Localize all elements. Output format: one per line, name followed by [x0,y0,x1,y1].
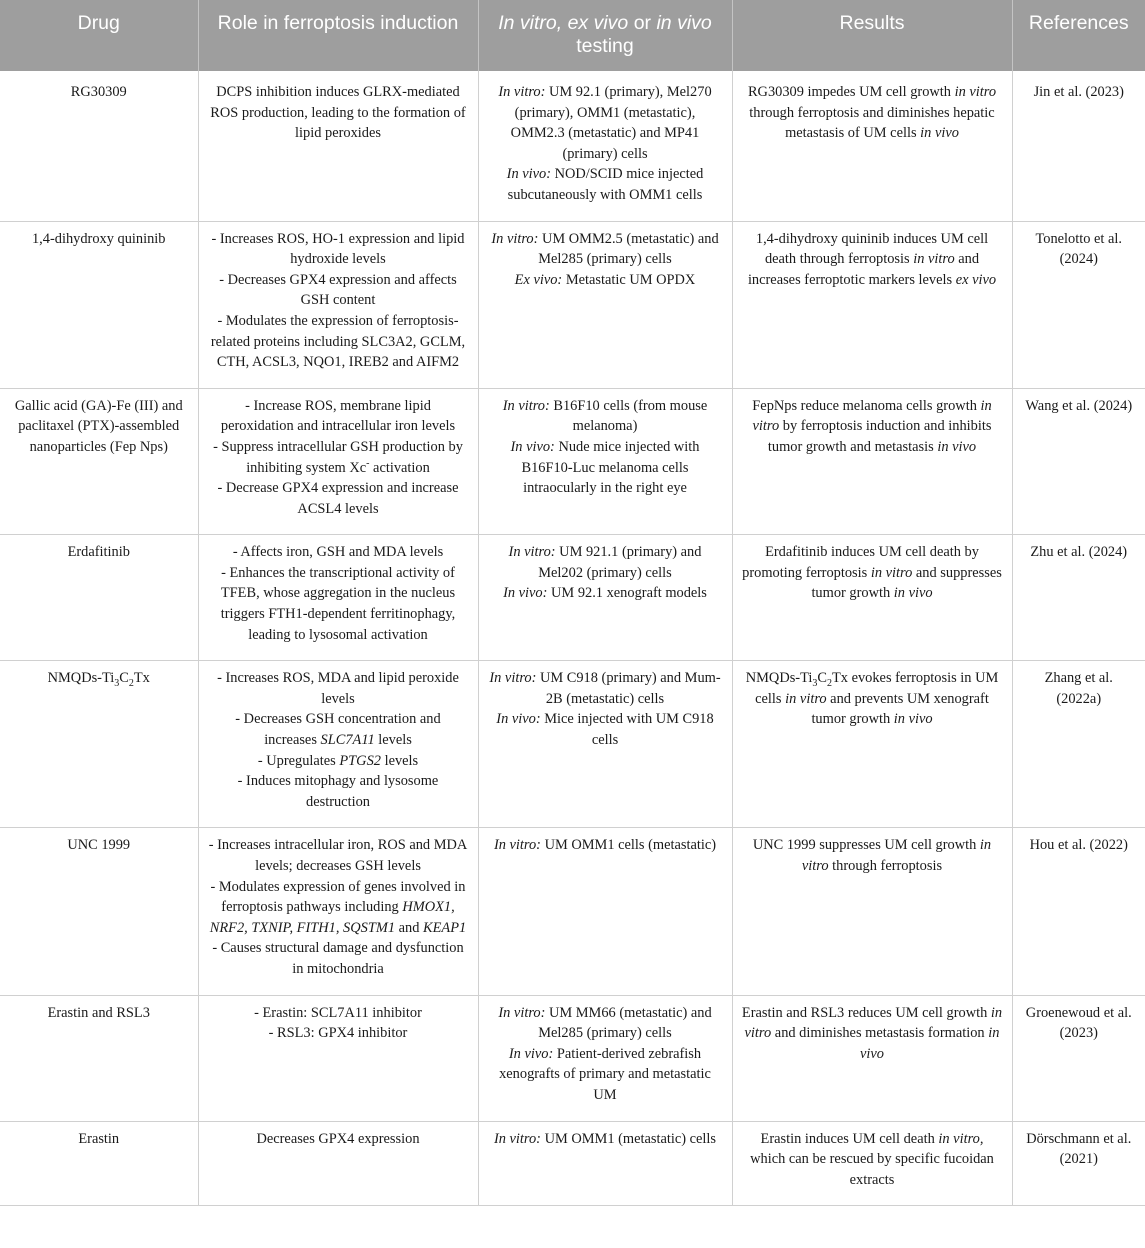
cell-line: UNC 1999 [67,837,131,854]
cell-line: In vitro: UM MM66 (metastatic) and Mel285 (primary) cells [498,1004,712,1042]
cell-line: In vivo: Nude mice injected with B16F10-Luc melanoma cells intraocularly in the right eye [510,438,700,497]
cell-line: Ex vivo: Metastatic UM OPDX [514,271,696,288]
cell-role [198,1121,478,1206]
cell-role [198,828,478,995]
cell-drug [0,1121,198,1206]
cell-line: - Decrease GPX4 expression and increase ACSL4 levels [217,480,459,517]
cell-line: Decreases GPX4 expression [256,1130,420,1147]
cell-line: - Suppress intracellular GSH production by inhibiting system Xc- activation [213,438,463,476]
cell-line: In vivo: Mice injected with UM C918 cells [496,711,714,749]
cell-line: In vitro: UM OMM1 cells (metastatic) [493,837,717,854]
cell-results [732,535,1012,661]
cell-line: Dörschmann et al. (2021) [1026,1130,1132,1168]
cell-drug [0,71,198,221]
cell-reference [1012,1121,1145,1206]
cell-line: - Causes structural damage and dysfunction in mitochondria [212,940,464,977]
header-references: References [1012,0,1145,71]
cell-line: FepNps reduce melanoma cells growth in vitro by ferroptosis induction and inhibits tumor growth and metastasis in vivo [752,397,992,455]
cell-line: - Affects iron, GSH and MDA levels [232,544,444,561]
table-row [0,1121,1145,1206]
header-row [0,0,1145,71]
cell-line: - Induces mitophagy and lysosome destruction [237,773,439,810]
cell-results [732,995,1012,1121]
cell-line: Erastin and RSL3 [47,1004,150,1021]
cell-reference [1012,828,1145,995]
cell-testing [478,1121,732,1206]
cell-reference [1012,661,1145,828]
header-testing: In vitro, ex vivo or in vivo testing [478,0,732,71]
cell-line: Jin et al. (2023) [1033,84,1124,100]
cell-line: NMQDs-$Ti_3C_2Tx$ [47,670,150,690]
cell-reference [1012,535,1145,661]
table-row [0,535,1145,661]
cell-line: In vitro: UM 92.1 (primary), Mel270 (primary), OMM1 (metastatic), OMM2.3 (metastatic) and MP41 (primary) cells [498,84,712,162]
table-row [0,71,1145,221]
cell-drug [0,221,198,388]
cell-role [198,71,478,221]
table-row [0,828,1145,995]
cell-line: Hou et al. (2022) [1029,837,1128,854]
cell-results [732,661,1012,828]
cell-line: In vivo: Patient-derived zebrafish xenografts of primary and metastatic UM [499,1045,711,1103]
cell-line: In vitro: UM OMM2.5 (metastatic) and Mel285 (primary) cells [491,230,719,268]
cell-line: In vivo: UM 92.1 xenograft models [503,585,707,602]
cell-testing [478,71,732,221]
cell-results [732,221,1012,388]
table-body [0,71,1145,1206]
cell-line: Erastin induces UM cell death in vitro, which can be rescued by specific fucoidan extracts [750,1130,994,1188]
cell-line: Erdafitinib [67,544,130,561]
cell-line: Wang et al. (2024) [1025,397,1133,414]
cell-line: - Enhances the transcriptional activity of TFEB, whose aggregation in the nucleus triggers FTH1-dependent ferritinophagy, leading to lysosomal activation [220,564,456,643]
cell-line: NMQDs-$Ti_3C_2Tx$ evokes ferroptosis in UM cells in vitro and prevents UM xenograft tumor growth in vivo [745,670,999,728]
table-header [0,0,1145,71]
cell-line: - Decreases GSH concentration and increases SLC7A11 levels [235,711,441,749]
cell-line: - Erastin: SCL7A11 inhibitor [254,1004,422,1021]
cell-line: Tonelotto et al. (2024) [1035,230,1122,268]
cell-line: - Increases ROS, HO-1 expression and lipid hydroxide levels [211,230,465,268]
cell-drug [0,828,198,995]
cell-line: In vitro: UM C918 (primary) and Mum-2B (metastatic) cells [489,670,721,707]
cell-line: Erastin [78,1130,120,1147]
cell-drug [0,388,198,535]
table-row [0,995,1145,1121]
cell-line: RG30309 impedes UM cell growth in vitro through ferroptosis and diminishes hepatic metastasis of UM cells in vivo [747,84,997,142]
cell-drug [0,661,198,828]
cell-reference [1012,71,1145,221]
cell-line: - Increases intracellular iron, ROS and MDA levels; decreases GSH levels [208,837,468,874]
cell-results [732,388,1012,535]
cell-line: In vitro: UM OMM1 (metastatic) cells [493,1130,717,1147]
cell-role [198,221,478,388]
cell-line: DCPS inhibition induces GLRX-mediated ROS production, leading to the formation of lipid peroxides [210,84,466,142]
cell-line: UNC 1999 suppresses UM cell growth in vitro through ferroptosis [752,837,992,874]
cell-line: Groenewoud et al. (2023) [1025,1004,1132,1042]
cell-testing [478,828,732,995]
header-results: Results [732,0,1012,71]
cell-results [732,71,1012,221]
table-row [0,388,1145,535]
cell-line: - Modulates expression of genes involved in ferroptosis pathways including HMOX1, NRF2, TXNIP, FITH1, SQSTM1 and KEAP1 [209,878,467,936]
cell-line: Erastin and RSL3 reduces UM cell growth in vitro and diminishes metastasis formation in vivo [741,1004,1003,1062]
cell-testing [478,661,732,828]
cell-drug [0,995,198,1121]
cell-line: 1,4-dihydroxy quininib induces UM cell death through ferroptosis in vitro and increases ferroptotic markers levels ex vivo [747,230,997,288]
table-row [0,661,1145,828]
cell-line: 1,4-dihydroxy quininib [31,230,166,247]
header-role: Role in ferroptosis induction [198,0,478,71]
cell-line: In vivo: NOD/SCID mice injected subcutaneously with OMM1 cells [506,166,704,203]
cell-line: In vitro: UM 921.1 (primary) and Mel202 (primary) cells [508,544,702,581]
cell-reference [1012,388,1145,535]
header-drug: Drug [0,0,198,71]
cell-drug [0,535,198,661]
cell-line: In vitro: B16F10 cells (from mouse melanoma) [502,397,708,435]
cell-testing [478,388,732,535]
cell-line: - Modulates the expression of ferroptosis-related proteins including SLC3A2, GCLM, CTH, ACSL3, NQO1, IREB2 and AIFM2 [210,312,466,371]
cell-line: - RSL3: GPX4 inhibitor [268,1025,408,1042]
cell-line: - Decreases GPX4 expression and affects GSH content [219,271,457,309]
cell-results [732,828,1012,995]
cell-line: - Upregulates PTGS2 levels [257,752,419,769]
cell-role [198,661,478,828]
cell-role [198,535,478,661]
cell-line: Gallic acid (GA)-Fe (III) and paclitaxel (PTX)-assembled nanoparticles (Fep Nps) [14,397,183,455]
cell-testing [478,221,732,388]
cell-line: - Increase ROS, membrane lipid peroxidation and intracellular iron levels [220,397,456,435]
cell-results [732,1121,1012,1206]
cell-line: RG30309 [70,84,127,100]
cell-reference [1012,995,1145,1121]
table-row [0,221,1145,388]
cell-testing [478,535,732,661]
cell-testing [478,995,732,1121]
cell-role [198,388,478,535]
cell-reference [1012,221,1145,388]
cell-role [198,995,478,1121]
cell-line: - Increases ROS, MDA and lipid peroxide levels [217,670,459,707]
cell-line: Zhu et al. (2024) [1030,544,1128,561]
cell-line: Zhang et al. (2022a) [1044,670,1113,707]
cell-line: Erdafitinib induces UM cell death by promoting ferroptosis in vitro and suppresses tumor growth in vivo [742,544,1002,602]
